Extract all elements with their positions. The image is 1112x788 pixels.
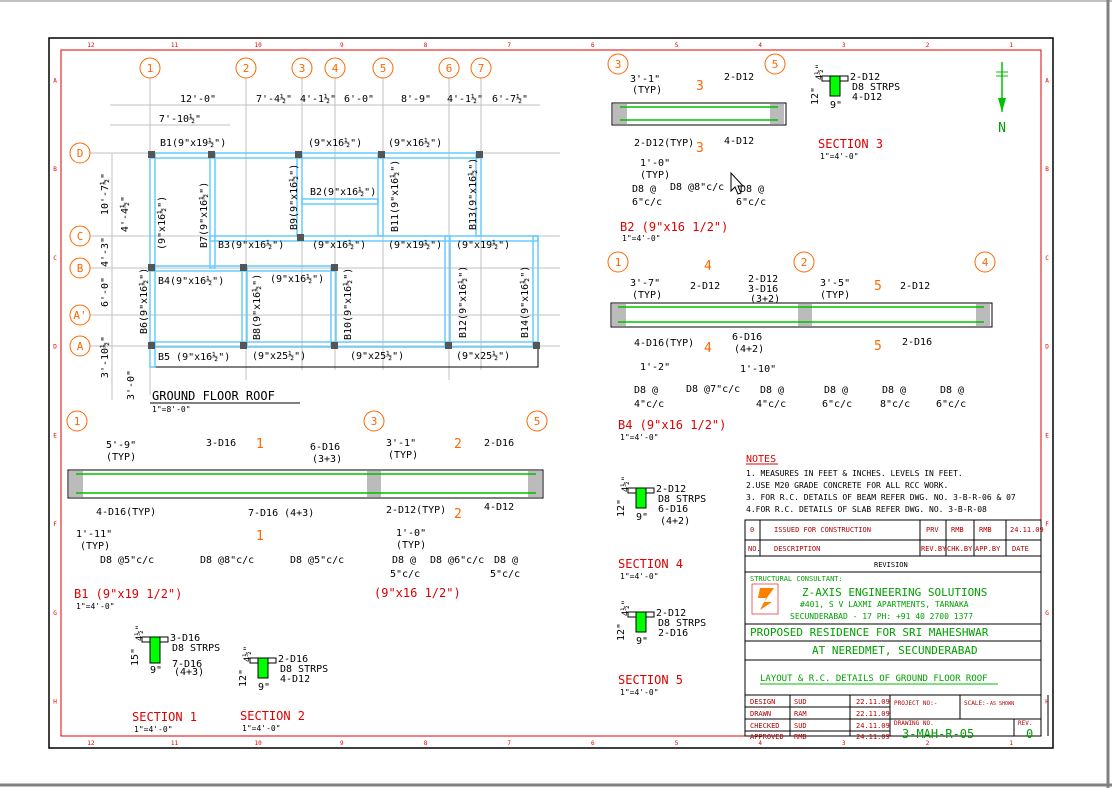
svg-text:RMB: RMB bbox=[794, 733, 807, 741]
svg-text:3-D16: 3-D16 bbox=[206, 438, 237, 449]
plan-dim: 6'-0" bbox=[343, 94, 375, 105]
svg-text:D8 @5"c/c: D8 @5"c/c bbox=[100, 555, 155, 566]
svg-text:4"c/c: 4"c/c bbox=[756, 399, 787, 410]
plan-dim-left: 3'-0" bbox=[126, 369, 137, 401]
svg-text:4-D12: 4-D12 bbox=[724, 136, 755, 147]
svg-text:DRAWING NO.: DRAWING NO. bbox=[894, 720, 934, 727]
svg-text:1"=4'-0": 1"=4'-0" bbox=[76, 602, 115, 611]
svg-text:APP.BY: APP.BY bbox=[975, 545, 1001, 553]
section-depth: 15" bbox=[130, 647, 141, 667]
section-label: D8 STRPS bbox=[172, 643, 221, 654]
b1-title: B1 (9"x19 1/2") bbox=[74, 587, 183, 601]
section-depth: 12" bbox=[238, 668, 249, 688]
section-label: D8 STRPS bbox=[280, 664, 329, 675]
section-title: SECTION 5 bbox=[618, 673, 684, 687]
section-title: SECTION 2 bbox=[240, 709, 306, 723]
section-slab: 4½" bbox=[243, 645, 253, 663]
border-letter: H bbox=[1045, 698, 1049, 706]
beam-label: B7(9"x16½") bbox=[199, 181, 210, 248]
svg-text:3: 3 bbox=[696, 79, 704, 94]
border-letter: A bbox=[1045, 77, 1049, 85]
border-letter: E bbox=[1045, 432, 1049, 440]
svg-text:AT NEREDMET, SECUNDERABAD: AT NEREDMET, SECUNDERABAD bbox=[812, 644, 978, 657]
svg-text:PROJECT NO:-: PROJECT NO:- bbox=[894, 700, 938, 707]
section-scale: 1"=4'-0" bbox=[620, 688, 659, 697]
col-bubble-2: 2 bbox=[242, 62, 250, 75]
section-scale: 1"=4'-0" bbox=[820, 152, 859, 161]
svg-text:2: 2 bbox=[800, 256, 808, 269]
row-bubble-b: B bbox=[76, 262, 84, 275]
beam-label: B1(9"x19½") bbox=[160, 138, 227, 149]
col-bubble-1: 1 bbox=[146, 62, 154, 75]
svg-text:(3+3): (3+3) bbox=[312, 454, 343, 465]
border-number: 11 bbox=[170, 740, 179, 747]
col-bubble-4: 4 bbox=[331, 62, 339, 75]
svg-text:DRAWN: DRAWN bbox=[750, 710, 772, 718]
section-title: SECTION 1 bbox=[132, 710, 198, 724]
beam-label: B14(9"x16½") bbox=[520, 265, 531, 338]
svg-text:2-D12(TYP): 2-D12(TYP) bbox=[634, 138, 695, 149]
border-number: 1 bbox=[1009, 740, 1013, 747]
plan-dim: 7'-10½" bbox=[158, 114, 202, 125]
svg-text:2-D16: 2-D16 bbox=[484, 438, 515, 449]
svg-text:RMB: RMB bbox=[951, 526, 964, 534]
beam-label: (9"x16½") bbox=[312, 240, 367, 251]
section-slab: 4½" bbox=[621, 599, 631, 617]
svg-text:8"c/c: 8"c/c bbox=[880, 399, 911, 410]
svg-text:5"c/c: 5"c/c bbox=[490, 569, 521, 580]
border-number: 7 bbox=[507, 42, 511, 49]
svg-text:6"c/c: 6"c/c bbox=[632, 197, 663, 208]
plan-dim-left: 10'-7½" bbox=[100, 172, 111, 216]
border-letter: A bbox=[53, 77, 57, 85]
svg-text:(TYP): (TYP) bbox=[106, 452, 137, 463]
section-width: 9" bbox=[636, 512, 649, 523]
plan-dim-left: 3'-10½" bbox=[100, 335, 111, 379]
svg-text:PRV: PRV bbox=[926, 526, 939, 534]
svg-text:D8 @: D8 @ bbox=[882, 385, 907, 396]
svg-text:5: 5 bbox=[874, 279, 882, 294]
svg-text:3'-7": 3'-7" bbox=[630, 278, 661, 289]
svg-text:5'-9": 5'-9" bbox=[106, 440, 137, 451]
svg-text:1'-0": 1'-0" bbox=[640, 158, 671, 169]
section-scale: 1"=4'-0" bbox=[620, 572, 659, 581]
beam-label: B8(9"x16½") bbox=[252, 273, 263, 340]
beam-label: (9"x16½") bbox=[308, 138, 363, 149]
svg-text:1'-11": 1'-11" bbox=[76, 529, 113, 540]
svg-text:4"c/c: 4"c/c bbox=[634, 399, 665, 410]
border-number: 3 bbox=[842, 42, 846, 49]
svg-text:6"c/c: 6"c/c bbox=[736, 197, 767, 208]
svg-text:24.11.09: 24.11.09 bbox=[856, 722, 890, 730]
section-width: 9" bbox=[830, 100, 843, 111]
border-number: 2 bbox=[925, 42, 930, 49]
border-number: 9 bbox=[340, 740, 344, 747]
plan-dim: 6'-7½" bbox=[491, 94, 529, 105]
svg-text:4-D16(TYP): 4-D16(TYP) bbox=[634, 338, 695, 349]
col-bubble-6: 6 bbox=[445, 62, 453, 75]
svg-text:(3+2): (3+2) bbox=[750, 294, 781, 305]
beam-label: (9"x16½") bbox=[270, 274, 325, 285]
svg-text:1: 1 bbox=[614, 256, 622, 269]
border-letter: D bbox=[53, 343, 57, 351]
beam-label: B5 (9"x16½") bbox=[158, 352, 231, 363]
row-bubble-c: C bbox=[76, 230, 84, 243]
svg-text:D8 @7"c/c: D8 @7"c/c bbox=[686, 384, 741, 395]
svg-text:NO.: NO. bbox=[748, 545, 761, 553]
beam-label: B6(9"x16½") bbox=[139, 267, 150, 334]
svg-text:1: 1 bbox=[256, 437, 264, 452]
col-bubble-7: 7 bbox=[477, 62, 485, 75]
section-label: (4+3) bbox=[174, 667, 205, 678]
beam-label: (9"x25½") bbox=[252, 351, 307, 362]
svg-text:24.11.09: 24.11.09 bbox=[856, 733, 890, 741]
section-slab: 4½" bbox=[135, 624, 145, 642]
border-number: 9 bbox=[340, 42, 344, 49]
section-label: 2-D16 bbox=[658, 628, 689, 639]
border-number: 6 bbox=[591, 42, 595, 49]
border-letter: F bbox=[1045, 521, 1049, 529]
section-scale: 1"=4'-0" bbox=[134, 725, 173, 734]
svg-text:4-D12: 4-D12 bbox=[484, 502, 515, 513]
border-number: 5 bbox=[674, 42, 679, 49]
plan-dim: 8'-9" bbox=[400, 94, 432, 105]
svg-text:3. FOR R.C. DETAILS OF BEAM RE: 3. FOR R.C. DETAILS OF BEAM REFER DWG. NO. 3-B-R-06 & 07 bbox=[746, 493, 1016, 502]
svg-text:D8 @6"c/c: D8 @6"c/c bbox=[430, 555, 485, 566]
section-title: SECTION 4 bbox=[618, 557, 684, 571]
svg-text:D8 @8"c/c: D8 @8"c/c bbox=[670, 182, 725, 193]
border-number: 7 bbox=[507, 740, 511, 747]
svg-text:2-D16: 2-D16 bbox=[902, 337, 933, 348]
svg-text:4: 4 bbox=[981, 256, 989, 269]
svg-text:DESCRIPTION: DESCRIPTION bbox=[774, 545, 821, 553]
svg-text:(TYP): (TYP) bbox=[80, 541, 111, 552]
border-letter: C bbox=[1045, 254, 1049, 262]
svg-text:4: 4 bbox=[704, 341, 712, 356]
svg-text:APPROVED: APPROVED bbox=[750, 733, 784, 741]
svg-text:2-D12: 2-D12 bbox=[900, 281, 931, 292]
svg-text:REVISION: REVISION bbox=[874, 561, 908, 569]
section-label: 4-D12 bbox=[280, 674, 311, 685]
plan-title: GROUND FLOOR ROOF bbox=[152, 389, 275, 403]
svg-text:6"c/c: 6"c/c bbox=[936, 399, 967, 410]
svg-text:3'-1": 3'-1" bbox=[386, 438, 417, 449]
border-number: 2 bbox=[925, 740, 930, 747]
border-number: 5 bbox=[674, 740, 679, 747]
svg-text:RAM: RAM bbox=[794, 710, 807, 718]
svg-text:1'-10": 1'-10" bbox=[740, 364, 777, 375]
beam-label: B11(9"x16½") bbox=[390, 159, 401, 232]
svg-text:1"=4'-0": 1"=4'-0" bbox=[622, 234, 661, 243]
svg-text:24.11.09: 24.11.09 bbox=[1010, 526, 1044, 534]
border-number: 11 bbox=[170, 42, 179, 49]
section-label: 2-D16 bbox=[278, 654, 309, 665]
beam-label: B9(9"x16½") bbox=[289, 163, 300, 230]
svg-text:Z-AXIS ENGINEERING SOLUTIONS: Z-AXIS ENGINEERING SOLUTIONS bbox=[802, 586, 988, 599]
svg-text:PROPOSED RESIDENCE FOR SRI MAH: PROPOSED RESIDENCE FOR SRI MAHESHWAR bbox=[750, 626, 989, 639]
border-letter: B bbox=[1045, 166, 1049, 174]
border-letter: F bbox=[53, 521, 57, 529]
plan-dim: 12'-0" bbox=[179, 94, 217, 105]
svg-text:6"c/c: 6"c/c bbox=[822, 399, 853, 410]
beam-label: (9"x25½") bbox=[350, 351, 405, 362]
svg-text:(TYP): (TYP) bbox=[396, 540, 427, 551]
svg-text:0: 0 bbox=[1026, 727, 1034, 741]
plan-scale: 1"=8'-0" bbox=[152, 405, 191, 414]
border-number: 12 bbox=[87, 740, 95, 747]
svg-text:1"=4'-0": 1"=4'-0" bbox=[620, 433, 659, 442]
svg-text:SUD: SUD bbox=[794, 722, 807, 730]
svg-text:1'-2": 1'-2" bbox=[640, 362, 671, 373]
border-letter: G bbox=[1045, 609, 1049, 617]
svg-text:2: 2 bbox=[454, 507, 462, 522]
svg-text:D8 @5"c/c: D8 @5"c/c bbox=[290, 555, 345, 566]
svg-text:D8 @8"c/c: D8 @8"c/c bbox=[200, 555, 255, 566]
section-slab: 4½" bbox=[815, 63, 825, 81]
svg-text:DESIGN: DESIGN bbox=[750, 698, 776, 706]
svg-text:6-D16: 6-D16 bbox=[310, 442, 341, 453]
svg-text:4.FOR R.C. DETAILS OF SLAB REF: 4.FOR R.C. DETAILS OF SLAB REFER DWG. NO. 3-B-R-08 bbox=[746, 505, 987, 514]
border-number: 4 bbox=[758, 42, 762, 49]
plan-dim: 4'-1½" bbox=[299, 94, 337, 105]
drawing-number: 3-MAH-R-05 bbox=[902, 727, 975, 741]
svg-text:22.11.09: 22.11.09 bbox=[856, 710, 890, 718]
svg-text:2.USE M20 GRADE CONCRETE FOR A: 2.USE M20 GRADE CONCRETE FOR ALL RCC WORK. bbox=[746, 481, 949, 490]
svg-text:(TYP): (TYP) bbox=[388, 450, 419, 461]
svg-text:D8 @: D8 @ bbox=[494, 555, 519, 566]
svg-text:CHECKED: CHECKED bbox=[750, 722, 780, 730]
svg-text:REV.: REV. bbox=[1018, 720, 1033, 727]
beam-label: (9"x25½") bbox=[456, 351, 511, 362]
svg-text:1'-0": 1'-0" bbox=[396, 528, 427, 539]
b4-title: B4 (9"x16 1/2") bbox=[618, 418, 727, 432]
plan-dim-left: 4'-4½" bbox=[120, 195, 131, 233]
svg-text:AS SHOWN: AS SHOWN bbox=[990, 701, 1015, 707]
border-number: 12 bbox=[87, 42, 95, 49]
beam-label: (9"x19½") bbox=[456, 240, 511, 251]
b1-alt-title: (9"x16 1/2") bbox=[374, 586, 461, 600]
row-bubble-a1: A' bbox=[73, 309, 87, 322]
plan-dim: 7'-4½" bbox=[255, 94, 293, 105]
plan-dim-left: 6'-0" bbox=[100, 276, 111, 308]
border-letter: E bbox=[53, 432, 57, 440]
svg-text:3: 3 bbox=[614, 58, 622, 71]
svg-text:(TYP): (TYP) bbox=[632, 85, 663, 96]
svg-text:DATE: DATE bbox=[1012, 545, 1029, 553]
section-depth: 12" bbox=[616, 622, 627, 642]
svg-text:D8 @: D8 @ bbox=[824, 385, 849, 396]
section-label: 2-D12 bbox=[656, 484, 687, 495]
svg-text:D8 @: D8 @ bbox=[740, 184, 765, 195]
section-width: 9" bbox=[636, 636, 649, 647]
svg-text:NOTES: NOTES bbox=[746, 454, 777, 465]
row-bubble-a: A bbox=[76, 340, 84, 353]
border-number: 1 bbox=[1009, 42, 1013, 49]
svg-text:1. MEASURES IN FEET & INCHES.: 1. MEASURES IN FEET & INCHES. LEVELS IN FEET. bbox=[746, 469, 963, 478]
svg-text:CHK.BY: CHK.BY bbox=[947, 545, 973, 553]
svg-text:RMB: RMB bbox=[979, 526, 992, 534]
plan-dim: 4'-1½" bbox=[446, 94, 484, 105]
svg-text:3: 3 bbox=[696, 141, 704, 156]
beam-label: (9"x19½") bbox=[388, 240, 443, 251]
border-letter: H bbox=[53, 698, 57, 706]
svg-text:3'-1": 3'-1" bbox=[630, 74, 661, 85]
svg-text:SECUNDERABAD - 17 PH: +91 40 2: SECUNDERABAD - 17 PH: +91 40 2700 1377 bbox=[790, 612, 974, 621]
svg-text:(4+2): (4+2) bbox=[734, 344, 765, 355]
section-label: 4-D12 bbox=[852, 92, 883, 103]
svg-text:2-D12: 2-D12 bbox=[748, 274, 779, 285]
svg-text:ISSUED FOR CONSTRUCTION: ISSUED FOR CONSTRUCTION bbox=[774, 526, 871, 534]
svg-text:D8 @: D8 @ bbox=[760, 385, 785, 396]
border-number: 10 bbox=[254, 740, 262, 747]
svg-text:2-D12(TYP): 2-D12(TYP) bbox=[386, 505, 447, 516]
section-depth: 12" bbox=[810, 86, 821, 106]
section-label: 7-D16 bbox=[172, 659, 203, 670]
beam-label: B12(9"x16½") bbox=[458, 265, 469, 338]
section-title: SECTION 3 bbox=[818, 137, 884, 151]
svg-text:3-D16: 3-D16 bbox=[748, 284, 779, 295]
svg-text:22.11.09: 22.11.09 bbox=[856, 698, 890, 706]
border-letter: D bbox=[1045, 343, 1049, 351]
svg-text:4-D16(TYP): 4-D16(TYP) bbox=[96, 507, 157, 518]
svg-text:5"c/c: 5"c/c bbox=[390, 569, 421, 580]
svg-text:REV.BY: REV.BY bbox=[921, 545, 947, 553]
plan-dim-left: 4'-3" bbox=[100, 236, 111, 268]
border-letter: B bbox=[53, 166, 57, 174]
section-label: (4+2) bbox=[660, 516, 691, 527]
svg-text:6-D16: 6-D16 bbox=[732, 332, 763, 343]
svg-text:D8 @: D8 @ bbox=[940, 385, 965, 396]
svg-text:4: 4 bbox=[704, 259, 712, 274]
beam-label: B2(9"x16½") bbox=[310, 187, 377, 198]
svg-text:1: 1 bbox=[73, 415, 81, 428]
svg-text:2-D12: 2-D12 bbox=[724, 72, 755, 83]
section-width: 9" bbox=[258, 682, 271, 693]
beam-label: B13(9"x16½") bbox=[468, 157, 479, 230]
border-letter: C bbox=[53, 254, 57, 262]
svg-text:D8 @: D8 @ bbox=[632, 184, 657, 195]
svg-text:(TYP): (TYP) bbox=[632, 290, 663, 301]
svg-text:SUD: SUD bbox=[794, 698, 807, 706]
border-number: 4 bbox=[758, 740, 762, 747]
svg-text:5: 5 bbox=[874, 339, 882, 354]
col-bubble-3: 3 bbox=[298, 62, 306, 75]
beam-label: (9"x16½") bbox=[388, 138, 443, 149]
section-scale: 1"=4'-0" bbox=[242, 724, 281, 733]
beam-label: B10(9"x16½") bbox=[343, 267, 354, 340]
beam-label: (9"x16½") bbox=[157, 195, 168, 250]
border-number: 8 bbox=[423, 42, 428, 49]
svg-text:(TYP): (TYP) bbox=[820, 290, 851, 301]
row-bubble-d: D bbox=[76, 147, 84, 160]
b2-title: B2 (9"x16 1/2") bbox=[620, 220, 729, 234]
section-label: D8 STRPS bbox=[852, 82, 901, 93]
svg-text:2: 2 bbox=[454, 437, 462, 452]
border-number: 6 bbox=[591, 740, 595, 747]
svg-text:(TYP): (TYP) bbox=[640, 170, 671, 181]
col-bubble-5: 5 bbox=[379, 62, 387, 75]
section-width: 9" bbox=[150, 665, 163, 676]
svg-text:N: N bbox=[998, 121, 1006, 136]
svg-text:1: 1 bbox=[256, 529, 264, 544]
svg-text:5: 5 bbox=[771, 58, 779, 71]
svg-text:D8 @: D8 @ bbox=[634, 385, 659, 396]
section-label: 6-D16 bbox=[658, 504, 689, 515]
svg-text:3'-5": 3'-5" bbox=[820, 278, 851, 289]
beam-label: B3(9"x16½") bbox=[218, 240, 285, 251]
section-label: 2-D12 bbox=[850, 72, 881, 83]
svg-text:#401, S V LAXMI APARTMENTS, TA: #401, S V LAXMI APARTMENTS, TARNAKA bbox=[800, 600, 969, 609]
svg-text:2-D12: 2-D12 bbox=[690, 281, 721, 292]
svg-text:3: 3 bbox=[370, 415, 378, 428]
beam-label: B4(9"x16½") bbox=[158, 276, 225, 287]
section-label: D8 STRPS bbox=[658, 618, 707, 629]
section-label: D8 STRPS bbox=[658, 494, 707, 505]
svg-text:LAYOUT & R.C. DETAILS OF GROUN: LAYOUT & R.C. DETAILS OF GROUND FLOOR ROOF bbox=[760, 674, 988, 684]
border-letter: G bbox=[53, 609, 57, 617]
border-number: 3 bbox=[842, 740, 846, 747]
section-slab: 4½" bbox=[621, 475, 631, 493]
svg-text:STRUCTURAL CONSULTANT:: STRUCTURAL CONSULTANT: bbox=[750, 575, 843, 583]
svg-text:0: 0 bbox=[750, 526, 755, 534]
section-depth: 12" bbox=[616, 498, 627, 518]
border-number: 10 bbox=[254, 42, 262, 49]
svg-text:5: 5 bbox=[533, 415, 541, 428]
border-number: 8 bbox=[423, 740, 428, 747]
svg-text:7-D16 (4+3): 7-D16 (4+3) bbox=[248, 508, 315, 519]
section-label: 3-D16 bbox=[170, 633, 201, 644]
svg-text:D8 @: D8 @ bbox=[392, 555, 417, 566]
section-label: 2-D12 bbox=[656, 608, 687, 619]
svg-text:SCALE:-: SCALE:- bbox=[964, 700, 990, 707]
